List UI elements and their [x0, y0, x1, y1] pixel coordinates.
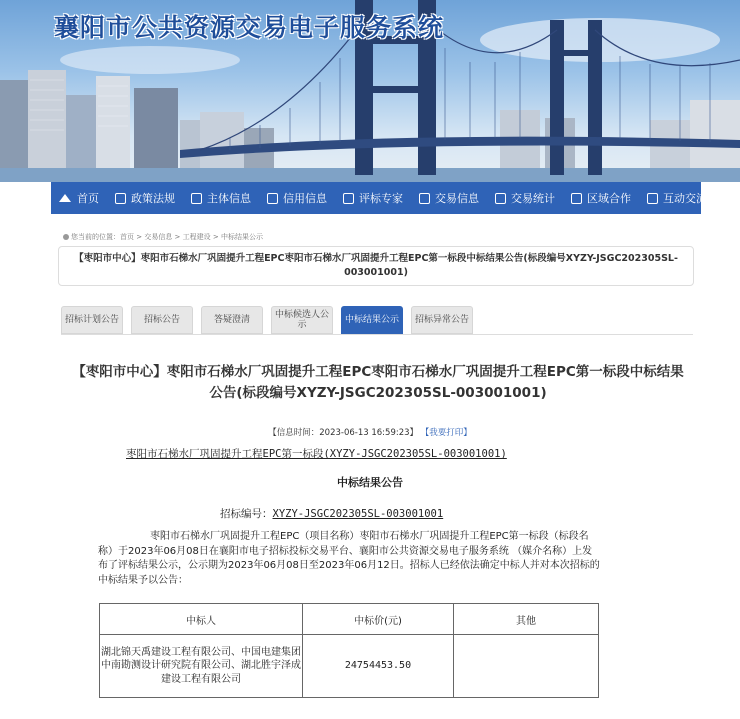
document-icon	[419, 193, 430, 204]
tabs-divider	[61, 334, 693, 335]
tab-abnormal[interactable]: 招标异常公告	[411, 306, 473, 334]
tab-bid-notice[interactable]: 招标公告	[131, 306, 193, 334]
breadcrumb-trade-info[interactable]: 交易信息	[144, 233, 173, 241]
chat-icon	[647, 193, 658, 204]
nav-label: 政策法规	[131, 192, 175, 205]
breadcrumb-prefix: 您当前的位置：	[71, 233, 120, 241]
col-winner: 中标人	[100, 604, 303, 635]
page-title-box: 【枣阳市中心】枣阳市石梯水厂巩固提升工程EPC枣阳市石梯水厂巩固提升工程EPC第一标段中标结果公告(标段编号XYZY-JSGC202305SL-003001001)	[58, 246, 694, 286]
table-header-row	[100, 604, 599, 635]
tab-qa[interactable]: 答疑澄清	[201, 306, 263, 334]
nav-label: 信用信息	[283, 192, 327, 205]
print-link[interactable]: 【我要打印】	[420, 428, 472, 438]
bid-number-label: 招标编号：	[220, 508, 273, 520]
user-icon	[191, 193, 202, 204]
nav-item-trade-info[interactable]	[411, 182, 487, 214]
nav-label: 区域合作	[587, 192, 631, 205]
nav-item-policy[interactable]	[107, 182, 183, 214]
section-link[interactable]: 枣阳市石梯水厂巩固提升工程EPC第一标段(XYZY-JSGC202305SL-003001001)	[126, 448, 507, 460]
nav-label: 互动交流	[663, 192, 707, 205]
bid-number: XYZY-JSGC202305SL-003001001	[272, 508, 444, 520]
tab-candidates[interactable]: 中标候选人公示	[271, 306, 333, 334]
info-time: 【信息时间：2023-06-13 16:59:23】	[268, 428, 419, 438]
header-banner	[0, 0, 740, 182]
tab-result[interactable]: 中标结果公示	[341, 306, 403, 334]
nav-item-experts[interactable]	[335, 182, 411, 214]
location-icon	[63, 234, 69, 240]
price-cell: 24754453.50	[303, 635, 454, 698]
notice-tabs	[61, 306, 481, 334]
col-other: 其他	[454, 604, 599, 635]
nav-item-credit[interactable]	[259, 182, 335, 214]
breadcrumb-home[interactable]: 首页	[120, 233, 134, 241]
breadcrumb	[63, 232, 263, 242]
handshake-icon	[571, 193, 582, 204]
breadcrumb-engineering[interactable]: 工程建设	[182, 233, 211, 241]
nav-item-trade-stats[interactable]	[487, 182, 563, 214]
breadcrumb-sep: >	[134, 233, 145, 241]
other-cell	[454, 635, 599, 698]
winner-cell: 湖北锦天禹建设工程有限公司、中国电建集团中南勘测设计研究院有限公司、湖北胜宇泽成建设工程有限公司	[100, 635, 303, 698]
breadcrumb-sep: >	[210, 233, 221, 241]
book-icon	[115, 193, 126, 204]
nav-label: 评标专家	[359, 192, 403, 205]
tab-bid-plan[interactable]: 招标计划公告	[61, 306, 123, 334]
notice-heading: 中标结果公告	[337, 476, 403, 489]
site-title: 襄阳市公共资源交易电子服务系统	[54, 13, 445, 42]
nav-item-region[interactable]	[563, 182, 639, 214]
main-nav	[51, 182, 707, 214]
nav-label: 交易统计	[511, 192, 555, 205]
col-price: 中标价(元)	[303, 604, 454, 635]
nav-label: 首页	[77, 192, 99, 205]
home-icon	[59, 194, 71, 202]
bid-number-line	[220, 506, 443, 521]
chart-icon	[495, 193, 506, 204]
nav-item-interact[interactable]	[639, 182, 715, 214]
nav-label: 交易信息	[435, 192, 479, 205]
nav-label: 主体信息	[207, 192, 251, 205]
table-row	[100, 635, 599, 698]
expert-icon	[343, 193, 354, 204]
article-meta	[0, 426, 740, 438]
breadcrumb-sep: >	[172, 233, 183, 241]
credit-icon	[267, 193, 278, 204]
article-title: 【枣阳市中心】枣阳市石梯水厂巩固提升工程EPC枣阳市石梯水厂巩固提升工程EPC第一标段中标结果公告(标段编号XYZY-JSGC202305SL-003001001)	[72, 364, 684, 401]
notice-paragraph: 枣阳市石梯水厂巩固提升工程EPC（项目名称）枣阳市石梯水厂巩固提升工程EPC第一标段（标段名称）于2023年06月08日在襄阳市电子招标投标交易平台、襄阳市公共资源交易电子服务系统 （媒介名称）上发布了评标结果公示，公示期为2023年06月08日至2023年06月12日。招标人已经依法确定中标人并对本次招标的中标结果予以公告：	[98, 531, 600, 586]
nav-item-home[interactable]	[51, 182, 107, 214]
breadcrumb-current[interactable]: 中标结果公示	[220, 233, 263, 241]
result-table	[99, 603, 599, 698]
nav-item-subject[interactable]	[183, 182, 259, 214]
